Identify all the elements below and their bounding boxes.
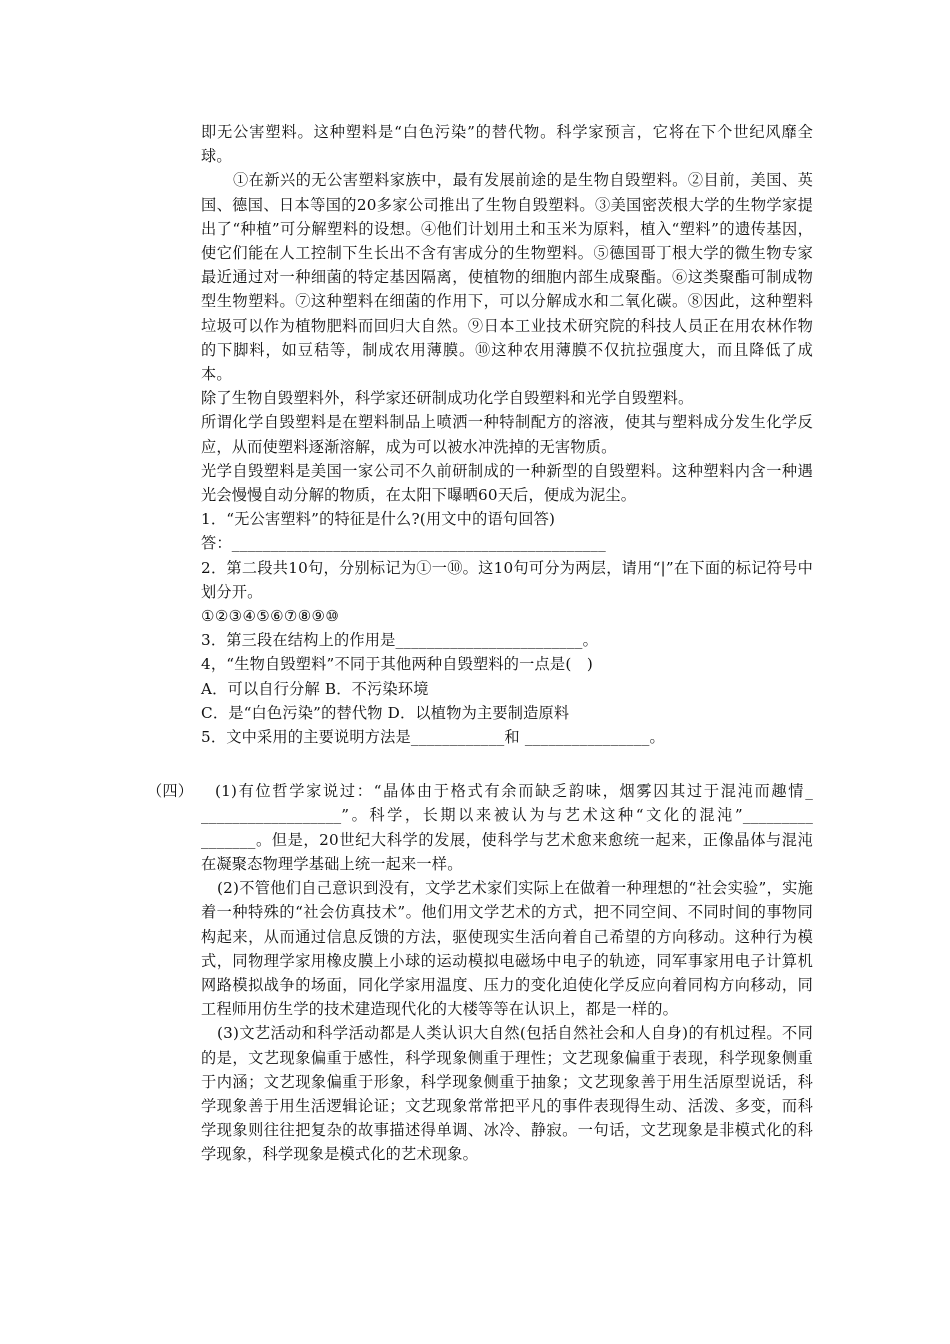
section-gap: [201, 749, 813, 779]
section-4-paragraph-1: (1)有位哲学家说过：“晶体由于格式有余而缺乏韵味，烟雾囚其过于混沌而趣情_ __________________”。科学，长期以来被认为与艺术这种“文化的混沌”_________ _______。但是，20世纪大科学的发展，使科学与艺术愈来愈统一起来，正像晶体与混沌在凝聚态物理学基础上统一起来一样。: [201, 782, 813, 873]
question-4: 4，“生物自毁塑料”不同于其他两种自毁塑料的一点是( ): [201, 655, 593, 674]
passage-paragraph-3: 除了生物自毁塑料外，科学家还研制成功化学自毁塑料和光学自毁塑料。: [201, 389, 694, 408]
passage-paragraph-2: ①在新兴的无公害塑料家族中，最有发展前途的是生物自毁塑料。②目前，美国、英国、德国、日本等国的20多家公司推出了生物自毁塑料。③美国密茨根大学的生物学家提出了“种植”可分解塑料的设想。④他们计划用土和玉米为原料，植入“塑料”的遗传基因，使它们能在人工控制下生长出不含有害成分的生物塑料。⑤德国哥丁根大学的微生物专家最近通过对一种细菌的特定基因隔离，使植物的细胞内部生成聚酯。⑥这类聚酯可制成物型生物塑料。⑦这种塑料在细菌的作用下，可以分解成水和二氧化碳。⑧因此，这种塑料垃圾可以作为植物肥料而回归大自然。⑨日本工业技术研究院的科技人员正在用农林作物的下脚料，如豆秸等，制成农用薄膜。⑩这种农用薄膜不仅抗拉强度大，而且降低了成本。: [201, 171, 813, 384]
question-5: 5．文中采用的主要说明方法是____________和 ________________。: [201, 728, 665, 747]
question-3: 3．第三段在结构上的作用是________________________。: [201, 631, 598, 650]
question-1-answer-line: 答：________________________________________________: [201, 534, 606, 553]
question-4-options-cd: C．是“白色污染”的替代物 D．以植物为主要制造原料: [201, 703, 570, 722]
question-2-marks: ①②③④⑤⑥⑦⑧⑨⑩: [201, 607, 340, 626]
section-4-label: （四）: [147, 782, 194, 801]
question-2: 2．第二段共10句，分别标记为①一⑩。这10句可分为两层，请用“|”在下面的标记符号中划分开。: [201, 558, 813, 601]
section-4-paragraph-2: (2)不管他们自己意识到没有，文学艺术家们实际上在做着一种理想的“社会实验”，实施着一种特殊的“社会仿真技术”。他们用文学艺术的方式，把不同空间、不同时间的事物同构起来，从而通过信息反馈的方法，驱使现实生活向着自己希望的方向移动。这种行为模式，同物理学家用橡皮膜上小球的运动模拟电磁场中电子的轨迹，同军事家用电子计算机网路模拟战争的场面，同化学家用温度、压力的变化迫使化学反应向着同构方向移动，同工程师用仿生学的技术建造现代化的大楼等等在认识上，都是一样的。: [201, 879, 813, 1019]
section-4: [147, 779, 813, 1166]
text-column: [147, 120, 813, 1167]
passage-paragraph-5: 光学自毁塑料是美国一家公司不久前研制成的一种新型的自毁塑料。这种塑料内含一种遇光会慢慢自动分解的物质，在太阳下曝晒60天后，便成为泥尘。: [201, 461, 813, 505]
passage-paragraph-4: 所谓化学自毁塑料是在塑料制品上喷洒一种特制配方的溶液，使其与塑料成分发生化学反应，从而使塑料逐渐溶解，成为可以被水冲洗掉的无害物质。: [201, 413, 813, 456]
section-4-paragraph-3: (3)文艺活动和科学活动都是人类认识大自然(包括自然社会和人自身)的有机过程。不同的是，文艺现象偏重于感性，科学现象侧重于理性；文艺现象偏重于表现，科学现象侧重于内涵；文艺现象偏重于形象，科学现象侧重于抽象；文艺现象善于用生活原型说话，科学现象善于用生活逻辑论证；文艺现象常常把平凡的事件表现得生动、活泼、多变，而科学现象则往往把复杂的故事描述得单调、冰冷、静寂。一句话，文艺现象是非模式化的科学现象，科学现象是模式化的艺术现象。: [201, 1024, 813, 1164]
question-1: 1．“无公害塑料”的特征是什么?(用文中的语句回答): [201, 510, 556, 529]
passage-intro: 即无公害塑料。这种塑料是“白色污染”的替代物。科学家预言，它将在下个世纪风靡全球。: [201, 123, 813, 166]
question-4-options-ab: A．可以自行分解 B．不污染环境: [201, 679, 429, 698]
